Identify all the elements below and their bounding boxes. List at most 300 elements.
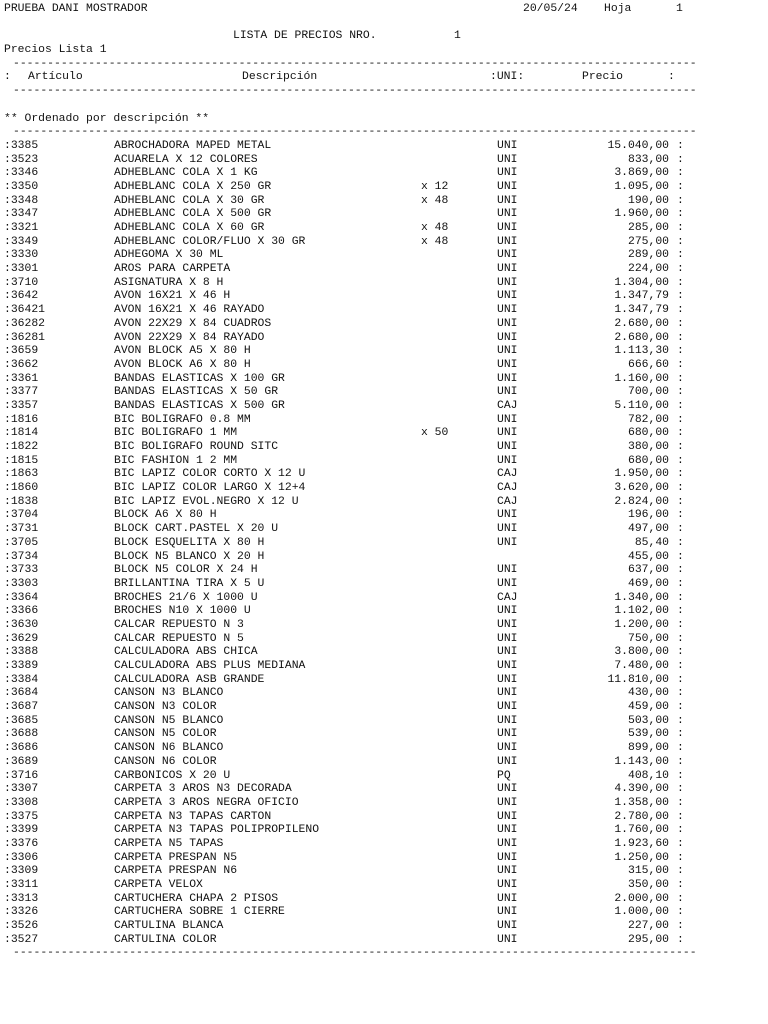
article-code: :3346 — [4, 167, 39, 180]
article-price: 2.824,00 — [614, 495, 669, 508]
article-price: 1.250,00 — [614, 851, 669, 864]
row-trail-colon: : — [677, 769, 684, 782]
article-description: AVON 16X21 X 46 H — [114, 290, 231, 303]
article-code: :3686 — [4, 742, 39, 755]
article-price: 1.950,00 — [614, 468, 669, 481]
unit-of-measure: UNI — [497, 783, 518, 796]
unit-of-measure: UNI — [497, 249, 518, 262]
unit-of-measure: UNI — [497, 139, 518, 152]
row-trail-colon: : — [677, 509, 684, 522]
article-code: :1815 — [4, 454, 39, 467]
row-trail-colon: : — [677, 865, 684, 878]
article-description: BIC LAPIZ COLOR CORTO X 12 U — [114, 468, 306, 481]
article-description: AVON BLOCK A5 X 80 H — [114, 345, 251, 358]
article-description: BLOCK N5 BLANCO X 20 H — [114, 550, 265, 563]
unit-of-measure: CAJ — [497, 495, 518, 508]
table-row — [4, 427, 764, 441]
article-code: :3376 — [4, 837, 39, 850]
row-trail-colon: : — [677, 317, 684, 330]
article-code: :3662 — [4, 358, 39, 371]
article-price: 3.800,00 — [614, 646, 669, 659]
unit-of-measure: UNI — [497, 920, 518, 933]
unit-of-measure: UNI — [497, 632, 518, 645]
table-row — [4, 797, 764, 811]
page-number: 1 — [676, 3, 683, 15]
table-row — [4, 865, 764, 879]
table-row — [4, 728, 764, 742]
article-price: 4.390,00 — [614, 783, 669, 796]
article-description: BIC BOLIGRAFO 0.8 MM — [114, 413, 251, 426]
header-trail-colon: : — [668, 71, 675, 84]
article-description: BIC FASHION 1 2 MM — [114, 454, 238, 467]
row-trail-colon: : — [677, 783, 684, 796]
row-trail-colon: : — [677, 427, 684, 440]
unit-of-measure: UNI — [497, 837, 518, 850]
unit-of-measure: CAJ — [497, 468, 518, 481]
unit-of-measure: UNI — [497, 564, 518, 577]
table-row — [4, 619, 764, 633]
row-trail-colon: : — [677, 482, 684, 495]
article-description: CARPETA VELOX — [114, 879, 203, 891]
table-row — [4, 181, 764, 195]
table-row — [4, 304, 764, 318]
article-code: :3357 — [4, 399, 39, 412]
row-trail-colon: : — [677, 714, 684, 727]
header-article: Artículo — [28, 71, 83, 84]
table-row — [4, 482, 764, 496]
row-trail-colon: : — [677, 742, 684, 755]
unit-of-measure: UNI — [497, 618, 518, 631]
row-trail-colon: : — [677, 728, 684, 741]
article-description: ABROCHADORA MAPED METAL — [114, 139, 272, 152]
article-code: :3526 — [4, 920, 39, 933]
row-trail-colon: : — [677, 194, 684, 207]
article-description: CARTULINA COLOR — [114, 933, 217, 946]
article-price: 350,00 — [627, 879, 669, 891]
article-code: :3306 — [4, 851, 39, 864]
article-code: :3710 — [4, 276, 39, 289]
unit-of-measure: UNI — [497, 933, 518, 946]
article-price: 1.102,00 — [614, 605, 669, 618]
table-row — [4, 263, 764, 277]
unit-of-measure: UNI — [497, 345, 518, 358]
article-description: CARTUCHERA SOBRE 1 CIERRE — [114, 906, 285, 919]
table-row — [4, 373, 764, 387]
row-trail-colon: : — [677, 701, 684, 714]
article-description: AVON BLOCK A6 X 80 H — [114, 358, 251, 371]
unit-of-measure: UNI — [497, 673, 518, 686]
unit-of-measure: UNI — [497, 290, 518, 303]
divider: ---------------------------------------------------------------------------------------------------- — [13, 57, 697, 70]
row-trail-colon: : — [677, 468, 684, 481]
table-row — [4, 920, 764, 934]
row-trail-colon: : — [677, 920, 684, 933]
table-row — [4, 838, 764, 852]
row-trail-colon: : — [677, 208, 684, 221]
article-code: :3716 — [4, 769, 39, 782]
table-row — [4, 441, 764, 455]
unit-of-measure: UNI — [497, 304, 518, 317]
article-description: BLOCK ESQUELITA X 80 H — [114, 536, 265, 549]
article-description: CALCULADORA ASB GRANDE — [114, 673, 265, 686]
article-description: BIC LAPIZ COLOR LARGO X 12+4 — [114, 482, 306, 495]
table-row — [4, 564, 764, 578]
unit-of-measure: UNI — [497, 413, 518, 426]
header-lead-colon: : — [4, 71, 11, 84]
unit-of-measure: UNI — [497, 755, 518, 768]
article-price: 2.000,00 — [614, 892, 669, 905]
table-row — [4, 455, 764, 469]
unit-of-measure: UNI — [497, 372, 518, 385]
article-code: :3659 — [4, 345, 39, 358]
row-trail-colon: : — [677, 153, 684, 166]
article-price: 85,40 — [634, 536, 669, 549]
article-code: :3301 — [4, 263, 39, 276]
unit-of-measure: UNI — [497, 906, 518, 919]
article-code: :36282 — [4, 317, 46, 330]
article-code: :3733 — [4, 564, 39, 577]
article-description: CANSON N5 BLANCO — [114, 714, 224, 727]
article-code: :3388 — [4, 646, 39, 659]
article-price: 3.869,00 — [614, 167, 669, 180]
article-description: AVON 22X29 X 84 RAYADO — [114, 331, 265, 344]
row-trail-colon: : — [677, 276, 684, 289]
article-description: BLOCK N5 COLOR X 24 H — [114, 564, 258, 577]
table-row — [4, 318, 764, 332]
unit-of-measure: UNI — [497, 523, 518, 536]
unit-of-measure: CAJ — [497, 482, 518, 495]
row-trail-colon: : — [677, 495, 684, 508]
row-trail-colon: : — [677, 222, 684, 234]
unit-of-measure: CAJ — [497, 591, 518, 604]
article-price: 1.347,79 — [614, 304, 669, 317]
article-code: :3330 — [4, 249, 39, 262]
row-trail-colon: : — [677, 605, 684, 618]
article-code: :3309 — [4, 865, 39, 878]
unit-of-measure: UNI — [497, 358, 518, 371]
unit-of-measure: UNI — [497, 153, 518, 166]
table-row — [4, 468, 764, 482]
report-title: LISTA DE PRECIOS NRO. — [233, 30, 377, 43]
unit-of-measure: UNI — [497, 386, 518, 399]
article-description: CALCULADORA ABS CHICA — [114, 646, 258, 659]
article-price: 430,00 — [627, 687, 669, 700]
article-price: 196,00 — [627, 509, 669, 522]
article-code: :3321 — [4, 222, 39, 234]
table-row — [4, 578, 764, 592]
article-price: 899,00 — [627, 742, 669, 755]
table-row — [4, 386, 764, 400]
article-description: CARPETA N5 TAPAS — [114, 837, 224, 850]
article-price: 315,00 — [627, 865, 669, 878]
article-code: :1838 — [4, 495, 39, 508]
list-number: 1 — [454, 30, 461, 43]
article-description: BIC BOLIGRAFO 1 MM — [114, 427, 238, 440]
article-code: :3366 — [4, 605, 39, 618]
article-price: 1.358,00 — [614, 796, 669, 809]
row-trail-colon: : — [677, 167, 684, 180]
article-description: BANDAS ELASTICAS X 100 GR — [114, 372, 285, 385]
unit-of-measure: UNI — [497, 167, 518, 180]
article-description: ASIGNATURA X 8 H — [114, 276, 224, 289]
article-description: ADHEBLANC COLA X 30 GR — [114, 194, 265, 207]
table-row — [4, 414, 764, 428]
row-trail-colon: : — [677, 687, 684, 700]
article-price: 503,00 — [627, 714, 669, 727]
article-price: 1.095,00 — [614, 180, 669, 193]
list-name-line — [4, 44, 764, 58]
article-price: 3.620,00 — [614, 482, 669, 495]
article-code: :3630 — [4, 618, 39, 631]
table-row — [4, 523, 764, 537]
unit-of-measure: UNI — [497, 714, 518, 727]
row-trail-colon: : — [677, 413, 684, 426]
unit-of-measure: CAJ — [497, 399, 518, 412]
divider: ---------------------------------------------------------------------------------------------------- — [13, 85, 697, 98]
company-name: PRUEBA DANI MOSTRADOR — [4, 3, 148, 15]
article-description: BLOCK CART.PASTEL X 20 U — [114, 523, 279, 536]
article-code: :1814 — [4, 427, 39, 440]
unit-of-measure: UNI — [497, 646, 518, 659]
row-trail-colon: : — [677, 851, 684, 864]
article-description: BROCHES 21/6 X 1000 U — [114, 591, 258, 604]
article-price: 285,00 — [627, 222, 669, 234]
row-trail-colon: : — [677, 618, 684, 631]
article-price: 275,00 — [627, 235, 669, 248]
unit-of-measure: UNI — [497, 796, 518, 809]
article-price: 1.000,00 — [614, 906, 669, 919]
article-description: ADHEBLANC COLA X 500 GR — [114, 208, 272, 221]
row-trail-colon: : — [677, 372, 684, 385]
article-description: CANSON N3 BLANCO — [114, 687, 224, 700]
report-date: 20/05/24 — [523, 3, 578, 15]
article-price: 2.680,00 — [614, 317, 669, 330]
article-description: CARTULINA BLANCA — [114, 920, 224, 933]
article-price: 700,00 — [627, 386, 669, 399]
article-price: 455,00 — [627, 550, 669, 563]
article-code: :3688 — [4, 728, 39, 741]
table-row — [4, 551, 764, 565]
article-description: ADHEBLANC COLOR/FLUO X 30 GR — [114, 235, 306, 248]
article-code: :1860 — [4, 482, 39, 495]
article-description: AVON 22X29 X 84 CUADROS — [114, 317, 272, 330]
row-trail-colon: : — [677, 906, 684, 919]
article-price: 1.143,00 — [614, 755, 669, 768]
header-price: Precio — [582, 71, 624, 84]
article-price: 1.347,79 — [614, 290, 669, 303]
table-row — [4, 290, 764, 304]
divider: ---------------------------------------------------------------------------------------------------- — [13, 947, 697, 960]
row-trail-colon: : — [677, 290, 684, 303]
article-description: ADHEBLANC COLA X 1 KG — [114, 167, 258, 180]
table-row — [4, 701, 764, 715]
unit-of-measure: PQ — [497, 769, 511, 782]
row-trail-colon: : — [677, 933, 684, 946]
article-code: :3704 — [4, 509, 39, 522]
unit-of-measure: UNI — [497, 263, 518, 276]
row-trail-colon: : — [677, 399, 684, 412]
article-description: CARPETA 3 AROS NEGRA OFICIO — [114, 796, 299, 809]
table-row — [4, 715, 764, 729]
article-code: :3731 — [4, 523, 39, 536]
row-trail-colon: : — [677, 646, 684, 659]
report-header — [4, 3, 764, 17]
article-code: :3308 — [4, 796, 39, 809]
pack-quantity: x 12 — [421, 180, 449, 193]
row-trail-colon: : — [677, 796, 684, 809]
article-description: BLOCK A6 X 80 H — [114, 509, 217, 522]
article-description: CANSON N6 BLANCO — [114, 742, 224, 755]
article-code: :3364 — [4, 591, 39, 604]
article-code: :3347 — [4, 208, 39, 221]
unit-of-measure: UNI — [497, 687, 518, 700]
article-code: :3734 — [4, 550, 39, 563]
table-row — [4, 592, 764, 606]
column-headers — [4, 71, 764, 85]
article-price: 637,00 — [627, 564, 669, 577]
article-code: :3523 — [4, 153, 39, 166]
article-price: 1.960,00 — [614, 208, 669, 221]
article-description: CALCAR REPUESTO N 5 — [114, 632, 244, 645]
article-code: :3629 — [4, 632, 39, 645]
price-table — [4, 140, 764, 948]
article-price: 295,00 — [627, 933, 669, 946]
article-code: :3684 — [4, 687, 39, 700]
article-description: BANDAS ELASTICAS X 500 GR — [114, 399, 285, 412]
unit-of-measure: UNI — [497, 865, 518, 878]
unit-of-measure: UNI — [497, 701, 518, 714]
article-price: 1.923,60 — [614, 837, 669, 850]
table-row — [4, 509, 764, 523]
article-price: 190,00 — [627, 194, 669, 207]
article-code: :3307 — [4, 783, 39, 796]
sort-note-line — [4, 113, 764, 127]
table-row — [4, 400, 764, 414]
article-code: :3313 — [4, 892, 39, 905]
unit-of-measure: UNI — [497, 605, 518, 618]
article-code: :3384 — [4, 673, 39, 686]
article-price: 224,00 — [627, 263, 669, 276]
article-code: :3689 — [4, 755, 39, 768]
unit-of-measure: UNI — [497, 317, 518, 330]
article-price: 15.040,00 — [607, 139, 669, 152]
table-row — [4, 277, 764, 291]
article-price: 782,00 — [627, 413, 669, 426]
unit-of-measure: UNI — [497, 427, 518, 440]
table-row — [4, 222, 764, 236]
row-trail-colon: : — [677, 441, 684, 453]
article-description: AROS PARA CARPETA — [114, 263, 231, 276]
row-trail-colon: : — [677, 235, 684, 248]
table-row — [4, 154, 764, 168]
row-trail-colon: : — [677, 550, 684, 563]
row-trail-colon: : — [677, 139, 684, 152]
article-price: 11.810,00 — [607, 673, 669, 686]
article-description: CANSON N3 COLOR — [114, 701, 217, 714]
article-code: :3527 — [4, 933, 39, 946]
unit-of-measure: UNI — [497, 879, 518, 891]
article-code: :3303 — [4, 577, 39, 590]
row-trail-colon: : — [677, 358, 684, 371]
article-description: BIC BOLIGRAFO ROUND SITC — [114, 441, 279, 453]
unit-of-measure: UNI — [497, 892, 518, 905]
article-description: CANSON N6 COLOR — [114, 755, 217, 768]
article-description: CARBONICOS X 20 U — [114, 769, 231, 782]
table-row — [4, 879, 764, 893]
article-price: 680,00 — [627, 454, 669, 467]
table-row — [4, 811, 764, 825]
article-code: :1816 — [4, 413, 39, 426]
table-row — [4, 646, 764, 660]
unit-of-measure: UNI — [497, 222, 518, 234]
unit-of-measure: UNI — [497, 577, 518, 590]
row-trail-colon: : — [677, 632, 684, 645]
unit-of-measure: UNI — [497, 235, 518, 248]
unit-of-measure: UNI — [497, 810, 518, 823]
article-code: :3399 — [4, 824, 39, 837]
article-description: CANSON N5 COLOR — [114, 728, 217, 741]
table-row — [4, 633, 764, 647]
article-code: :3377 — [4, 386, 39, 399]
row-trail-colon: : — [677, 263, 684, 276]
article-price: 459,00 — [627, 701, 669, 714]
article-description: BANDAS ELASTICAS X 50 GR — [114, 386, 279, 399]
table-row — [4, 770, 764, 784]
article-description: ADHEBLANC COLA X 250 GR — [114, 180, 272, 193]
article-description: CARPETA PRESPAN N5 — [114, 851, 238, 864]
divider: ---------------------------------------------------------------------------------------------------- — [13, 126, 697, 139]
article-price: 539,00 — [627, 728, 669, 741]
table-row — [4, 756, 764, 770]
article-code: :3348 — [4, 194, 39, 207]
article-description: ACUARELA X 12 COLORES — [114, 153, 258, 166]
unit-of-measure: UNI — [497, 824, 518, 837]
article-code: :3349 — [4, 235, 39, 248]
pack-quantity: x 48 — [421, 194, 449, 207]
table-row — [4, 140, 764, 154]
table-row — [4, 345, 764, 359]
row-trail-colon: : — [677, 824, 684, 837]
article-description: CARPETA PRESPAN N6 — [114, 865, 238, 878]
article-price: 2.780,00 — [614, 810, 669, 823]
table-row — [4, 674, 764, 688]
article-description: ADHEBLANC COLA X 60 GR — [114, 222, 265, 234]
price-list-document — [4, 3, 764, 961]
table-row — [4, 824, 764, 838]
table-row — [4, 167, 764, 181]
row-trail-colon: : — [677, 523, 684, 536]
article-price: 833,00 — [627, 153, 669, 166]
unit-of-measure: UNI — [497, 660, 518, 672]
row-trail-colon: : — [677, 454, 684, 467]
article-price: 469,00 — [627, 577, 669, 590]
article-code: :3642 — [4, 290, 39, 303]
article-code: :3326 — [4, 906, 39, 919]
table-row — [4, 208, 764, 222]
spacer — [4, 17, 764, 31]
article-description: CARPETA 3 AROS N3 DECORADA — [114, 783, 292, 796]
row-trail-colon: : — [677, 755, 684, 768]
unit-of-measure: UNI — [497, 331, 518, 344]
unit-of-measure: UNI — [497, 509, 518, 522]
row-trail-colon: : — [677, 249, 684, 262]
article-code: :3350 — [4, 180, 39, 193]
row-trail-colon: : — [677, 304, 684, 317]
row-trail-colon: : — [677, 837, 684, 850]
article-code: :3361 — [4, 372, 39, 385]
article-description: BROCHES N10 X 1000 U — [114, 605, 251, 618]
article-price: 7.480,00 — [614, 660, 669, 672]
